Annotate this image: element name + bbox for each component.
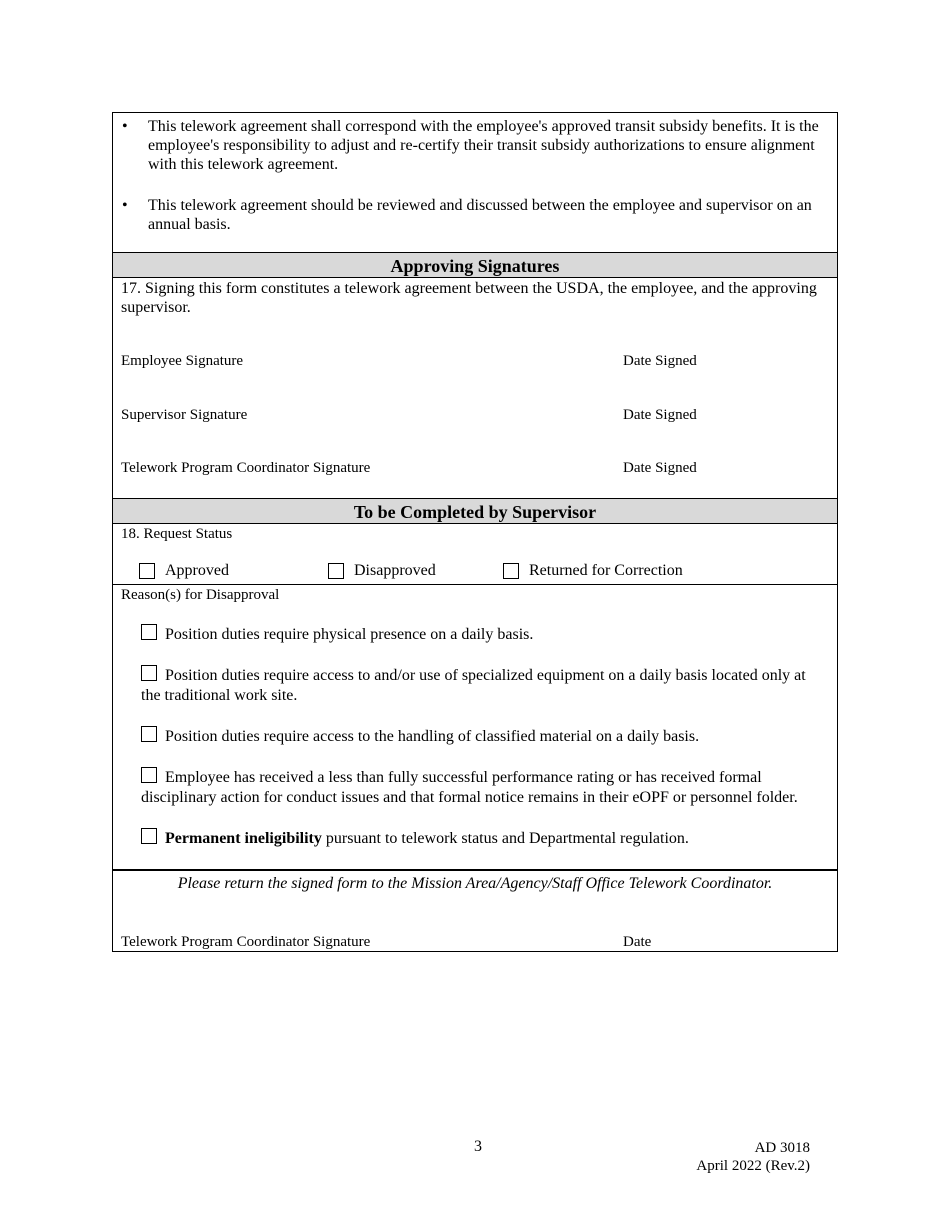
final-date-field[interactable]: Date bbox=[623, 934, 652, 950]
reason-text: Position duties require access to the handling of classified material on a daily basis. bbox=[165, 728, 700, 745]
coordinator-signature-field[interactable]: Telework Program Coordinator Signature bbox=[121, 460, 371, 476]
reason-checkbox[interactable] bbox=[141, 767, 157, 783]
employee-signature-field[interactable]: Employee Signature bbox=[121, 353, 244, 369]
employee-signature-row bbox=[121, 352, 831, 371]
bullet-icon: • bbox=[122, 197, 128, 214]
note-text: This telework agreement shall correspond with the employee's approved transit subsidy benefits. It is the employee's responsibility to adjust and re-certify their transit subsidy authorizations to ensure alignment with this telework agreement. bbox=[148, 118, 819, 173]
form-id: AD 3018 bbox=[754, 1140, 810, 1156]
request-status-label: 18. Request Status bbox=[121, 526, 233, 542]
form-identifier bbox=[696, 1139, 810, 1175]
supervisor-signature-row bbox=[121, 406, 831, 425]
disapproval-reasons-label: Reason(s) for Disapproval bbox=[121, 587, 280, 603]
approved-label: Approved bbox=[165, 562, 229, 579]
reason-bold-text: Permanent ineligibility bbox=[165, 830, 322, 847]
disapproved-checkbox[interactable] bbox=[328, 563, 344, 579]
note-item bbox=[121, 117, 829, 174]
approving-signatures-heading: Approving Signatures bbox=[113, 252, 837, 278]
disapproval-reasons-section bbox=[113, 585, 837, 869]
return-note: Please return the signed form to the Mission Area/Agency/Staff Office Telework Coordinator. bbox=[177, 875, 773, 892]
approved-checkbox[interactable] bbox=[139, 563, 155, 579]
page-number: 3 bbox=[474, 1138, 482, 1155]
reason-item[interactable] bbox=[121, 767, 829, 808]
reason-text: Position duties require physical presence on a daily basis. bbox=[165, 626, 534, 643]
reason-item[interactable] bbox=[121, 828, 829, 849]
disapproved-option[interactable] bbox=[328, 562, 436, 580]
reason-text: Position duties require access to and/or use of specialized equipment on a daily basis located only at the traditional work site. bbox=[141, 667, 806, 704]
reason-checkbox[interactable] bbox=[141, 624, 157, 640]
signing-statement: 17. Signing this form constitutes a telework agreement between the USDA, the employee, and the approving supervisor. bbox=[121, 280, 817, 316]
approving-signatures-section bbox=[113, 278, 837, 498]
note-item bbox=[121, 196, 829, 234]
employee-date-field[interactable]: Date Signed bbox=[623, 353, 697, 369]
request-status-section bbox=[113, 524, 837, 585]
approved-option[interactable] bbox=[139, 562, 229, 580]
returned-option[interactable] bbox=[503, 562, 683, 580]
returned-checkbox[interactable] bbox=[503, 563, 519, 579]
reason-item[interactable] bbox=[121, 726, 829, 747]
reason-item[interactable] bbox=[121, 665, 829, 706]
coordinator-signature-row bbox=[121, 459, 831, 478]
supervisor-signature-field[interactable]: Supervisor Signature bbox=[121, 407, 248, 423]
telework-form bbox=[112, 112, 838, 952]
bullet-icon: • bbox=[122, 118, 128, 135]
reason-item[interactable] bbox=[121, 624, 829, 645]
coordinator-date-field[interactable]: Date Signed bbox=[623, 460, 697, 476]
return-instructions-section bbox=[112, 869, 838, 952]
note-text: This telework agreement should be reviewed and discussed between the employee and supervisor on an annual basis. bbox=[148, 197, 812, 233]
supervisor-date-field[interactable]: Date Signed bbox=[623, 407, 697, 423]
reason-checkbox[interactable] bbox=[141, 726, 157, 742]
form-revision: April 2022 (Rev.2) bbox=[696, 1158, 810, 1174]
supervisor-section-heading: To be Completed by Supervisor bbox=[113, 498, 837, 524]
reason-text: Employee has received a less than fully successful performance rating or has received formal disciplinary action for conduct issues and that formal notice remains in their eOPF or personnel folder. bbox=[141, 769, 798, 806]
final-signature-row bbox=[121, 934, 831, 951]
agreement-notes bbox=[113, 113, 837, 252]
returned-label: Returned for Correction bbox=[529, 562, 683, 579]
reason-checkbox[interactable] bbox=[141, 828, 157, 844]
disapproved-label: Disapproved bbox=[354, 562, 436, 579]
reason-checkbox[interactable] bbox=[141, 665, 157, 681]
final-coordinator-signature-field[interactable]: Telework Program Coordinator Signature bbox=[121, 934, 371, 950]
reason-text: pursuant to telework status and Departmental regulation. bbox=[321, 830, 689, 847]
